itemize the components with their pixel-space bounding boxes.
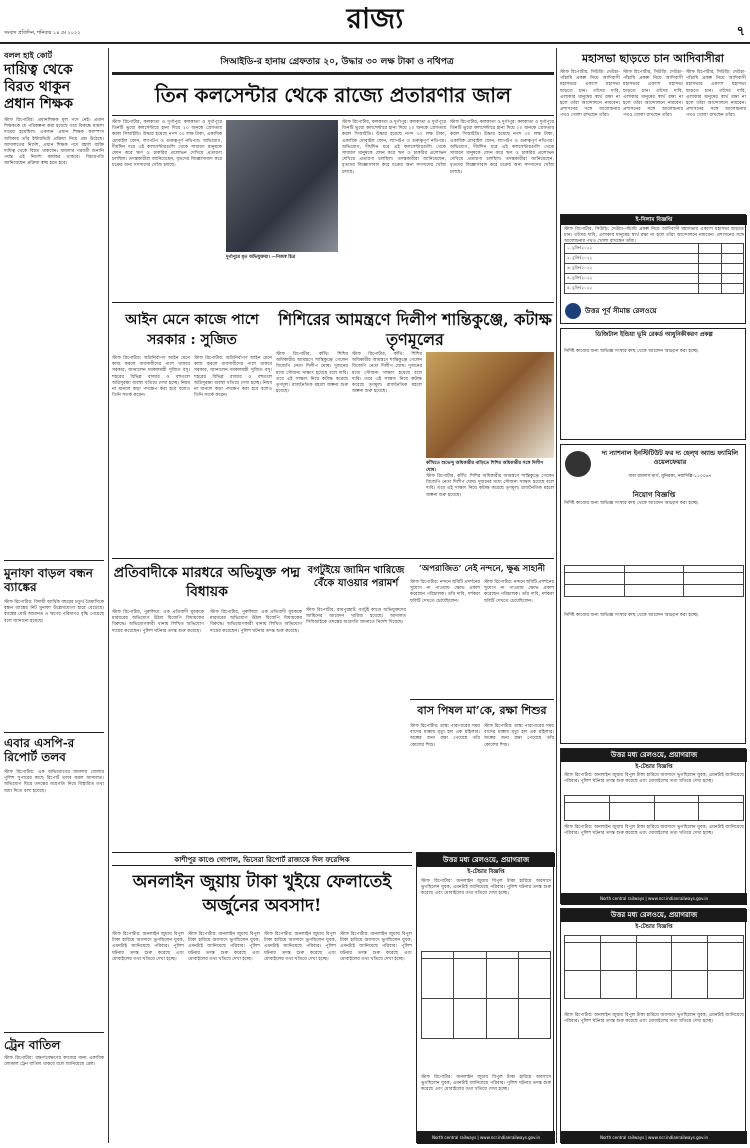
ncr-ad-3-table [564, 935, 744, 999]
dilip-photo-caption: কাঁথিতে শুভেন্দু অধিকারীর বাড়িতে শিশির অধিকারীর সঙ্গে দিলীপ ঘোষ। [426, 461, 544, 473]
gov-notice-ad [560, 328, 746, 440]
ncr-ad-2-body-2: স্টাফ রিপোর্টার: অনলাইন জুয়ায় বিপুল টাকা হারিয়ে অবসাদে ভুগছিলেন যুবক, এমনটাই জানিয়েছে পরিবার। পুলিশ ঘটনার তদন্ত শুরু করেছে এবং মোবাইলের তথ্য খতিয়ে দেখা হচ্ছে। [564, 825, 744, 837]
dilip-photo [426, 352, 554, 458]
ncr-ad-2-footer: North central railways | www.ncr.indianrailways.gov.in [561, 893, 747, 905]
nfr-row-5: ৫. চুক্তি/২০২২ [565, 284, 699, 294]
nfr-row-4: ৪. চুক্তি/২০২২ [565, 274, 699, 284]
headline-aparajito: ‘অপরাজিত’ নেই নন্দনে, ক্ষুব্ধ সাহানী [418, 564, 546, 574]
left-column-divider [108, 48, 109, 1143]
ncr-ad-1-footer: North central railways | www.ncr.indianrailways.gov.in [417, 1131, 555, 1144]
story-dilip [276, 306, 554, 556]
body-arjun-col2: স্টাফ রিপোর্টার: অনলাইন জুয়ায় বিপুল টাকা হারিয়ে অবসাদে ভুগছিলেন যুবক, এমনটাই জানিয়েছে পরিবার। পুলিশ ঘটনার তদন্ত শুরু করেছে এবং মোবাইলের তথ্য খতিয়ে দেখা হচ্ছে। [188, 932, 260, 962]
institute-body: নির্দিষ্ট কাজের জন্য অভিজ্ঞ সংস্থার কাছ থেকে আবেদন আহ্বান করা হচ্ছে। [564, 501, 699, 506]
headline-adivasi: মহাসভা ছাড়তে চান আদিবাসীরা [581, 52, 725, 65]
ncr-ad-1-body: স্টাফ রিপোর্টার: অনলাইন জুয়ায় বিপুল টাকা হারিয়ে অবসাদে ভুগছিলেন যুবক, এমনটাই জানিয়েছে পরিবার। পুলিশ ঘটনার তদন্ত শুরু করেছে এবং মোবাইলের তথ্য খতিয়ে দেখা হচ্ছে। [421, 879, 551, 897]
ncr-ad-3-body: স্টাফ রিপোর্টার: অনলাইন জুয়ায় বিপুল টাকা হারিয়ে অবসাদে ভুগছিলেন যুবক, এমনটাই জানিয়েছে পরিবার। পুলিশ ঘটনার তদন্ত শুরু করেছে এবং মোবাইলের তথ্য খতিয়ে দেখা হচ্ছে। [564, 1013, 744, 1025]
nfr-ad-intro: স্টাফ রিপোর্টার, সিউড়ি: দেউচা-পাঁচামি প্রকল্প নিয়ে আদিবাসী মহাসভার একাংশ মহাসভা ছাড়তে চান। তাঁদের দাবি, এলাকার মানুষের স্বার্থ রক্ষা না হলে তাঁরা আন্দোলনে নামবেন। প্রশাসনের সঙ্গে আলোচনার পথও খোলা রাখছেন তাঁরা। [564, 227, 744, 245]
body-bus-col1: স্টাফ রিপোর্টার: রাস্তা পারাপারের সময় বাসের ধাক্কায় মৃত্যু হল এক মহিলার। অল্পের জন্য রক্ষা পেয়েছে তাঁর কোলের শিশু। [410, 724, 480, 748]
top-story-body-col3: স্টাফ রিপোর্টার, কলকাতা ও দুর্গাপুর: কলকাতা ও দুর্গাপুরে তিনটি ভুয়ো কলসেন্টারে হানা দিয়ে ২০ জনকে গ্রেফতার করল সিআইডি। উদ্ধার হয়েছে নগদ ৩০ লক্ষ টাকা, একাধিক মোবাইল ফোন, ল্যাপটপ ও গুরুত্বপূর্ণ নথিপত্র। অভিযোগ, দীর্ঘদিন ধরে এই কলসেন্টারগুলি থেকে সাধারণ মানুষকে ফোন করে ঋণ ও চাকরির প্রলোভন দেখিয়ে প্রতারণা চলছিল। তদন্তকারীরা জানিয়েছেন, ধৃতদের জিজ্ঞাসাবাদ করে চক্রের অন্য সদস্যদের খোঁজ চলছে। [342, 120, 446, 175]
body-aparajito-col1: স্টাফ রিপোর্টার: নন্দনে ছবিটি প্রদর্শনের সুযোগ না পাওয়ায় ক্ষোভ প্রকাশ করেছেন পরিচালক। তাঁর দাবি, দর্শকরা ছবিটি দেখতে চেয়েছিলেন। [410, 580, 480, 604]
story-aparajito [410, 562, 554, 697]
top-story-headline: তিন কলসেন্টার থেকে রাজ্যে প্রতারণার জাল [112, 72, 554, 116]
masthead [0, 0, 750, 42]
headline-sujit: আইন মেনে কাজে পাশে সরকার : সুজিত [125, 312, 259, 348]
ncr-tender-ad-3 [560, 908, 746, 1143]
divider [112, 302, 554, 303]
top-story [112, 48, 554, 300]
headline-arjun: অনলাইন জুয়ায় টাকা খুইয়ে ফেলাতেই অর্জুনের অবসাদ! [132, 872, 392, 916]
institute-logo-icon [565, 451, 591, 477]
body-sujit-col2: স্টাফ রিপোর্টার: অগ্নিনির্বাপণ আইন মেনে কাজ করলে ব্যবসায়ীদের পাশে থাকবে সরকার, জানালেন দমকলমন্ত্রী সুজিত বসু। শহরের বিভিন্ন বাজার ও বহুতলে অগ্নিসুরক্ষা ব্যবস্থা খতিয়ে দেখা হচ্ছে। নিয়ম না মানলে কড়া পদক্ষেপ করা হবে বলেও তিনি সতর্ক করেন। [194, 356, 272, 399]
institute-name: দ্য ন্যাশনাল ইনস্টিটিউট ফর দ্য হেল্থ অ্যান্ড ফ্যামিলি ওয়েলফেয়ার [601, 449, 739, 466]
divider [112, 558, 554, 559]
page-number: ৭ [736, 24, 745, 39]
top-story-photo-caption: দুর্গাপুরে ধৃত অভিযুক্তরা। —নিজস্ব চিত্র [226, 255, 296, 260]
story-head-teacher: স্টাফ রিপোর্টার: প্রধানশিক্ষক মূল পদে নেই। প্রধান শিক্ষককে যে পরিকল্পনা করা হয়েছে তার বিরুদ্ধে মামলা দায়ের হয়েছিল। একজন প্রধান শিক্ষক ক্যাম্পাস অধিকার তাঁর ইন্টারভিউ প্রক্রিয়া নিয়ে প্রশ্ন উঠেছে। আদালতের নির্দেশ, প্রধান শিক্ষক পদে বহাল ব্যক্তি দায়িত্ব থেকে বিরত থাকবেন। মামলার পরবর্তী শুনানি পর্যন্ত এই নির্দেশ কার্যকর থাকবে। বিচারপতি জানিয়েছেন প্রক্রিয়া স্বচ্ছ হতে হবে। [4, 118, 104, 167]
headline-train-cancel: ট্রেন বাতিল [4, 1038, 61, 1052]
story-train-cancel: স্টাফ রিপোর্টার: রক্ষণাবেক্ষণের কাজের জন্য একাধিক লোকাল ট্রেন বাতিল থাকবে বলে জানিয়েছে রেল। [4, 1056, 104, 1068]
body-sujit-col1: স্টাফ রিপোর্টার: অগ্নিনির্বাপণ আইন মেনে কাজ করলে ব্যবসায়ীদের পাশে থাকবে সরকার, জানালেন দমকলমন্ত্রী সুজিত বসু। শহরের বিভিন্ন বাজার ও বহুতলে অগ্নিসুরক্ষা ব্যবস্থা খতিয়ে দেখা হচ্ছে। নিয়ম না মানলে কড়া পদক্ষেপ করা হবে বলেও তিনি সতর্ক করেন। [112, 356, 190, 399]
ncr-ad-3-title: উত্তর মধ্য রেলওয়ে, প্রয়াগরাজ [561, 909, 747, 922]
divider [4, 732, 104, 733]
publication-date: সংবাদ প্রতিদিন, শনিবার ১৪ মে ২০২২ [4, 30, 81, 36]
body-dilip-col2: স্টাফ রিপোর্টার, কাঁথি: শিশির অধিকারীর আমন্ত্রণে শান্তিকুঞ্জে গেলেন বিজেপি নেতা দিলীপ ঘোষ। দুজনের মধ্যে সৌজন্য সাক্ষাৎ হয়েছে বলে দাবি। তবে এই সাক্ষাৎ নিয়ে কটাক্ষ করেছে তৃণমূল। রাজনৈতিক মহলে জল্পনা শুরু হয়েছে। [352, 352, 422, 395]
nfr-auction-ad [560, 214, 746, 324]
body-arjun-col4: স্টাফ রিপোর্টার: অনলাইন জুয়ায় বিপুল টাকা হারিয়ে অবসাদে ভুগছিলেন যুবক, এমনটাই জানিয়েছে পরিবার। পুলিশ ঘটনার তদন্ত শুরু করেছে এবং মোবাইলের তথ্য খতিয়ে দেখা হচ্ছে। [340, 932, 412, 962]
ncr-ad-1-body-2: স্টাফ রিপোর্টার: অনলাইন জুয়ায় বিপুল টাকা হারিয়ে অবসাদে ভুগছিলেন যুবক, এমনটাই জানিয়েছে পরিবার। পুলিশ ঘটনার তদন্ত শুরু করেছে এবং মোবাইলের তথ্য খতিয়ে দেখা হচ্ছে। [421, 1075, 551, 1093]
body-bus-col2: স্টাফ রিপোর্টার: রাস্তা পারাপারের সময় বাসের ধাক্কায় মৃত্যু হল এক মহিলার। অল্পের জন্য রক্ষা পেয়েছে তাঁর কোলের শিশু। [484, 724, 554, 748]
divider [410, 699, 554, 700]
top-story-photo [226, 120, 338, 252]
body-arjun-col1: স্টাফ রিপোর্টার: অনলাইন জুয়ায় বিপুল টাকা হারিয়ে অবসাদে ভুগছিলেন যুবক, এমনটাই জানিয়েছে পরিবার। পুলিশ ঘটনার তদন্ত শুরু করেছে এবং মোবাইলের তথ্য খতিয়ে দেখা হচ্ছে। [112, 932, 184, 962]
body-mla-col1: স্টাফ রিপোর্টার, পুরুলিয়া: এক প্রতিবাদী যুবককে মারধরের অভিযোগ উঠল বিজেপি বিধায়কের বিরুদ্ধে। অভিযোগকারী থানায় লিখিত অভিযোগ দায়ের করেছেন। পুলিশ ঘটনার তদন্ত শুরু করেছে। [112, 610, 204, 634]
story-bandhan-bank: স্টাফ রিপোর্টার: বিদায়ী আর্থিক বছরের চতুর্থ ত্রৈমাসিকে বন্ধন ব্যাঙ্কের নিট মুনাফা উল্লেখযোগ্য হারে বেড়েছে। ব্যাঙ্কের মোট আমানত ও ঋণের পরিমাণও বৃদ্ধি পেয়েছে বলে জানানো হয়েছে। [4, 600, 104, 624]
section-title: রাজ্য [346, 2, 404, 35]
top-story-body-col1: স্টাফ রিপোর্টার, কলকাতা ও দুর্গাপুর: কলকাতা ও দুর্গাপুরে তিনটি ভুয়ো কলসেন্টারে হানা দিয়ে ২০ জনকে গ্রেফতার করল সিআইডি। উদ্ধার হয়েছে নগদ ৩০ লক্ষ টাকা, একাধিক মোবাইল ফোন, ল্যাপটপ ও গুরুত্বপূর্ণ নথিপত্র। অভিযোগ, দীর্ঘদিন ধরে এই কলসেন্টারগুলি থেকে সাধারণ মানুষকে ফোন করে ঋণ ও চাকরির প্রলোভন দেখিয়ে প্রতারণা চলছিল। তদন্তকারীরা জানিয়েছেন, ধৃতদের জিজ্ঞাসাবাদ করে চক্রের অন্য সদস্যদের খোঁজ চলছে। [112, 120, 222, 169]
story-adivasi [560, 48, 746, 210]
ncr-ad-1-sub: ই-টেন্ডার বিজ্ঞপ্তি [467, 869, 505, 875]
gov-notice-body: নির্দিষ্ট কাজের জন্য অভিজ্ঞ সংস্থার কাছ থেকে আবেদন আহ্বান করা হচ্ছে। [564, 349, 699, 354]
institute-body-2: নির্দিষ্ট কাজের জন্য অভিজ্ঞ সংস্থার কাছ থেকে আবেদন আহ্বান করা হচ্ছে। [564, 613, 699, 618]
nfr-row-1: ১. চুক্তি/২০২২ [565, 244, 699, 254]
kicker-high-court: বলল হাই কোর্ট [4, 51, 53, 60]
body-adivasi-col1: স্টাফ রিপোর্টার, সিউড়ি: দেউচা-পাঁচামি প্রকল্প নিয়ে আদিবাসী মহাসভার একাংশ মহাসভা ছাড়তে চান। তাঁদের দাবি, এলাকার মানুষের স্বার্থ রক্ষা না হলে তাঁরা আন্দোলনে নামবেন। প্রশাসনের সঙ্গে আলোচনার পথও খোলা রাখছেন তাঁরা। [560, 70, 620, 119]
body-dilip-col3: স্টাফ রিপোর্টার, কাঁথি: শিশির অধিকারীর আমন্ত্রণে শান্তিকুঞ্জে গেলেন বিজেপি নেতা দিলীপ ঘোষ। দুজনের মধ্যে সৌজন্য সাক্ষাৎ হয়েছে বলে দাবি। তবে এই সাক্ষাৎ নিয়ে কটাক্ষ করেছে তৃণমূল। রাজনৈতিক মহলে জল্পনা শুরু হয়েছে। [426, 474, 554, 498]
headline-head-teacher: দায়িত্ব থেকে বিরত থাকুন প্রধান শিক্ষক [4, 62, 74, 112]
story-sujit [112, 306, 272, 556]
institute-table [564, 565, 744, 597]
top-story-body-col4: স্টাফ রিপোর্টার, কলকাতা ও দুর্গাপুর: কলকাতা ও দুর্গাপুরে তিনটি ভুয়ো কলসেন্টারে হানা দিয়ে ২০ জনকে গ্রেফতার করল সিআইডি। উদ্ধার হয়েছে নগদ ৩০ লক্ষ টাকা, একাধিক মোবাইল ফোন, ল্যাপটপ ও গুরুত্বপূর্ণ নথিপত্র। অভিযোগ, দীর্ঘদিন ধরে এই কলসেন্টারগুলি থেকে সাধারণ মানুষকে ফোন করে ঋণ ও চাকরির প্রলোভন দেখিয়ে প্রতারণা চলছিল। তদন্তকারীরা জানিয়েছেন, ধৃতদের জিজ্ঞাসাবাদ করে চক্রের অন্য সদস্যদের খোঁজ চলছে। [450, 120, 554, 175]
headline-bus: বাস পিষল মা’কে, রক্ষা শিশুর [417, 704, 547, 717]
headline-mla: প্রতিবাদীকে মারধরে অভিযুক্ত পদ্ম বিধায়ক [113, 565, 301, 600]
body-arjun-col3: স্টাফ রিপোর্টার: অনলাইন জুয়ায় বিপুল টাকা হারিয়ে অবসাদে ভুগছিলেন যুবক, এমনটাই জানিয়েছে পরিবার। পুলিশ ঘটনার তদন্ত শুরু করেছে এবং মোবাইলের তথ্য খতিয়ে দেখা হচ্ছে। [264, 932, 336, 962]
ncr-ad-3-sub: ই-টেন্ডার বিজ্ঞপ্তি [635, 924, 673, 930]
ncr-ad-2-table [564, 795, 744, 821]
gov-notice-title: ডিজিটাল ইন্ডিয়া ভূমি রেকর্ড আধুনিকীকরণ প্রকল্প [595, 331, 713, 338]
institute-address: বাবা রামদাস মার্গ, মুনিরকা, নয়াদিল্লি-১১০০৬৭ [628, 474, 712, 479]
body-dilip-col1: স্টাফ রিপোর্টার, কাঁথি: শিশির অধিকারীর আমন্ত্রণে শান্তিকুঞ্জে গেলেন বিজেপি নেতা দিলীপ ঘোষ। দুজনের মধ্যে সৌজন্য সাক্ষাৎ হয়েছে বলে দাবি। তবে এই সাক্ষাৎ নিয়ে কটাক্ষ করেছে তৃণমূল। রাজনৈতিক মহলে জল্পনা শুরু হয়েছে। [276, 352, 348, 395]
body-adivasi-col3: স্টাফ রিপোর্টার, সিউড়ি: দেউচা-পাঁচামি প্রকল্প নিয়ে আদিবাসী মহাসভার একাংশ মহাসভা ছাড়তে চান। তাঁদের দাবি, এলাকার মানুষের স্বার্থ রক্ষা না হলে তাঁরা আন্দোলনে নামবেন। প্রশাসনের সঙ্গে আলোচনার পথও খোলা রাখছেন তাঁরা। [686, 70, 746, 119]
kashipur-strip: কাশীপুর কাণ্ডে গোপাল, ভিসেরা রিপোর্ট রাজ্যকে দিল ফরেন্সিক [112, 852, 412, 866]
top-story-kicker: সিআইডি-র হানায় গ্রেফতার ২০, উদ্ধার ৩০ লক্ষ টাকা ও নথিপত্র [220, 57, 454, 67]
story-arjun [112, 868, 412, 1143]
headline-sp-report: এবার এসপি-র রিপোর্ট তলব [4, 736, 75, 764]
body-mla-col2: স্টাফ রিপোর্টার, পুরুলিয়া: এক প্রতিবাদী যুবককে মারধরের অভিযোগ উঠল বিজেপি বিধায়কের বিরুদ্ধে। অভিযোগকারী থানায় লিখিত অভিযোগ দায়ের করেছেন। পুলিশ ঘটনার তদন্ত শুরু করেছে। [210, 610, 302, 634]
left-column [4, 48, 104, 1143]
institute-ad [560, 444, 746, 744]
ncr-ad-2-title: উত্তর মধ্য রেলওয়ে, প্রয়াগরাজ [561, 749, 747, 762]
ncr-ad-2-sub: ই-টেন্ডার বিজ্ঞপ্তি [635, 764, 673, 770]
institute-notice: নিয়োগ বিজ্ঞপ্তি [632, 491, 676, 499]
headline-dilip: শিশিরের আমন্ত্রণে দিলীপ শান্তিকুঞ্জে, কটাক্ষ তৃণমূলের [278, 310, 552, 349]
ncr-ad-1-title: উত্তর মধ্য রেলওয়ে, প্রয়াগরাজ [417, 853, 555, 867]
ncr-ad-1-table [421, 951, 551, 1071]
divider [4, 1032, 104, 1033]
story-mla [112, 562, 302, 848]
nfr-ad-table [564, 243, 744, 294]
nfr-row-2: ২. চুক্তি/২০২২ [565, 254, 699, 264]
divider [4, 560, 104, 561]
right-column-divider [556, 48, 557, 1143]
ncr-ad-3-footer: North central railways | www.ncr.indianrailways.gov.in [561, 1131, 747, 1144]
nfr-logo-text: উত্তর পূর্ব সীমান্ত রেলওয়ে [585, 307, 657, 315]
body-adivasi-col2: স্টাফ রিপোর্টার, সিউড়ি: দেউচা-পাঁচামি প্রকল্প নিয়ে আদিবাসী মহাসভার একাংশ মহাসভা ছাড়তে চান। তাঁদের দাবি, এলাকার মানুষের স্বার্থ রক্ষা না হলে তাঁরা আন্দোলনে নামবেন। প্রশাসনের সঙ্গে আলোচনার পথও খোলা রাখছেন তাঁরা। [623, 70, 683, 119]
masthead-rule [0, 42, 750, 44]
nfr-ad-title: ই-নিলাম বিজ্ঞপ্তি [561, 215, 747, 225]
story-sp-report: স্টাফ রিপোর্টার: এক অভিযোগের মামলায় জেলার পুলিশ সুপারের কাছে রিপোর্ট তলব করল আদালত। অভিযোগ ঘিরে তদন্তের অগ্রগতি নিয়ে বিস্তারিত তথ্য জমা দিতে বলা হয়েছে। [4, 770, 104, 794]
story-bogtui [306, 562, 406, 848]
headline-bogtui: বগটুইয়ে জামিন খারিজে বেঁকে যাওয়ার পরামর্শ [307, 565, 405, 589]
nfr-row-3: ৩. চুক্তি/২০২২ [565, 264, 699, 274]
body-bogtui: স্টাফ রিপোর্টার, রামপুরহাট: বগটুই কাণ্ডে অভিযুক্তদের জামিনের আবেদন খারিজ হয়েছে। আদালত সিবিআইকে তদন্তের অগ্রগতি জানাতে নির্দেশ দিয়েছে। [306, 608, 406, 626]
ncr-tender-ad-1 [416, 852, 554, 1143]
headline-bandhan-bank: মুনাফা বাড়ল বন্ধন ব্যাঙ্কের [4, 566, 93, 594]
nfr-logo-icon [565, 303, 581, 319]
story-bus [410, 702, 554, 848]
ncr-tender-ad-2 [560, 748, 746, 904]
body-aparajito-col2: স্টাফ রিপোর্টার: নন্দনে ছবিটি প্রদর্শনের সুযোগ না পাওয়ায় ক্ষোভ প্রকাশ করেছেন পরিচালক। তাঁর দাবি, দর্শকরা ছবিটি দেখতে চেয়েছিলেন। [484, 580, 554, 604]
ncr-ad-2-body: স্টাফ রিপোর্টার: অনলাইন জুয়ায় বিপুল টাকা হারিয়ে অবসাদে ভুগছিলেন যুবক, এমনটাই জানিয়েছে পরিবার। পুলিশ ঘটনার তদন্ত শুরু করেছে এবং মোবাইলের তথ্য খতিয়ে দেখা হচ্ছে। [564, 773, 744, 785]
